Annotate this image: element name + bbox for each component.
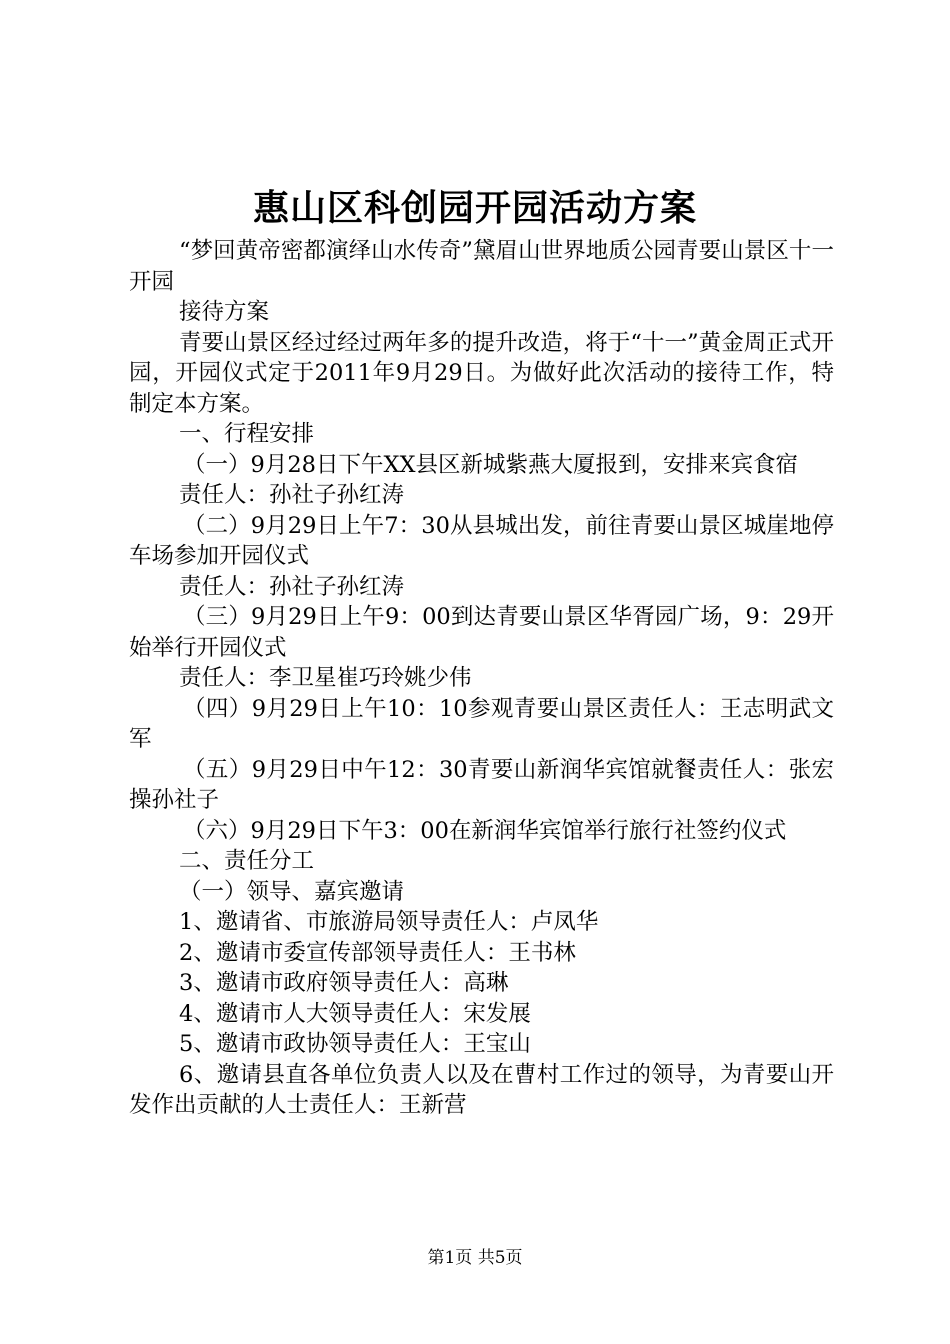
invitation-item-5: 5、邀请市政协领导责任人：王宝山	[179, 1031, 531, 1057]
schedule-item-3: （三）9月29日上午9：00到达青要山景区华胥园广场，9：29开始举行开园仪式	[129, 604, 834, 661]
responsible-person-3: 责任人：李卫星崔巧玲姚少伟	[179, 665, 472, 691]
duty-subheading-invitations: （一）领导、嘉宾邀请	[179, 878, 405, 905]
responsible-person-1: 责任人：孙社子孙红涛	[179, 482, 405, 508]
section-heading-duties: 二、责任分工	[179, 848, 315, 874]
schedule-item-6: （六）9月29日下午3：00在新润华宾馆举行旅行社签约仪式	[183, 817, 787, 844]
schedule-item-1: （一）9月28日下午XX县区新城紫燕大厦报到，安排来宾食宿	[183, 451, 798, 478]
schedule-item-5: （五）9月29日中午12：30青要山新润华宾馆就餐责任人：张宏操孙社子	[129, 756, 834, 813]
invitation-item-4: 4、邀请市人大领导责任人：宋发展	[179, 1000, 531, 1027]
section-heading-schedule: 一、行程安排	[179, 421, 315, 447]
document-title: 惠山区科创园开园活动方案	[252, 187, 697, 229]
invitation-item-1: 1、邀请省、市旅游局领导责任人：卢凤华	[179, 909, 599, 935]
schedule-item-2: （二）9月29日上午7：30从县城出发，前往青要山景区城崖地停车场参加开园仪式	[129, 512, 834, 569]
schedule-item-4: （四）9月29日上午10：10参观青要山景区责任人：王志明武文军	[129, 695, 834, 752]
paragraph-intro: 青要山景区经过经过两年多的提升改造，将于“十一”黄金周正式开园，开园仪式定于2011年9月29日。为做好此次活动的接待工作，特制定本方案。	[129, 329, 834, 417]
invitation-item-2: 2、邀请市委宣传部领导责任人：王书林	[179, 939, 576, 966]
paragraph-reception-plan: 接待方案	[179, 299, 270, 325]
paragraph-heading-line: “梦回黄帝密都演绎山水传奇”黛眉山世界地质公园青要山景区十一开园	[129, 238, 834, 295]
page-footer: 第1页 共5页	[427, 1248, 523, 1268]
document-body	[129, 236, 834, 1121]
invitation-item-3: 3、邀请市政府领导责任人：高琳	[179, 970, 509, 996]
invitation-item-6: 6、邀请县直各单位负责人以及在曹村工作过的领导，为青要山开发作出贡献的人士责任人：王新营	[129, 1061, 834, 1118]
responsible-person-2: 责任人：孙社子孙红涛	[179, 573, 405, 600]
